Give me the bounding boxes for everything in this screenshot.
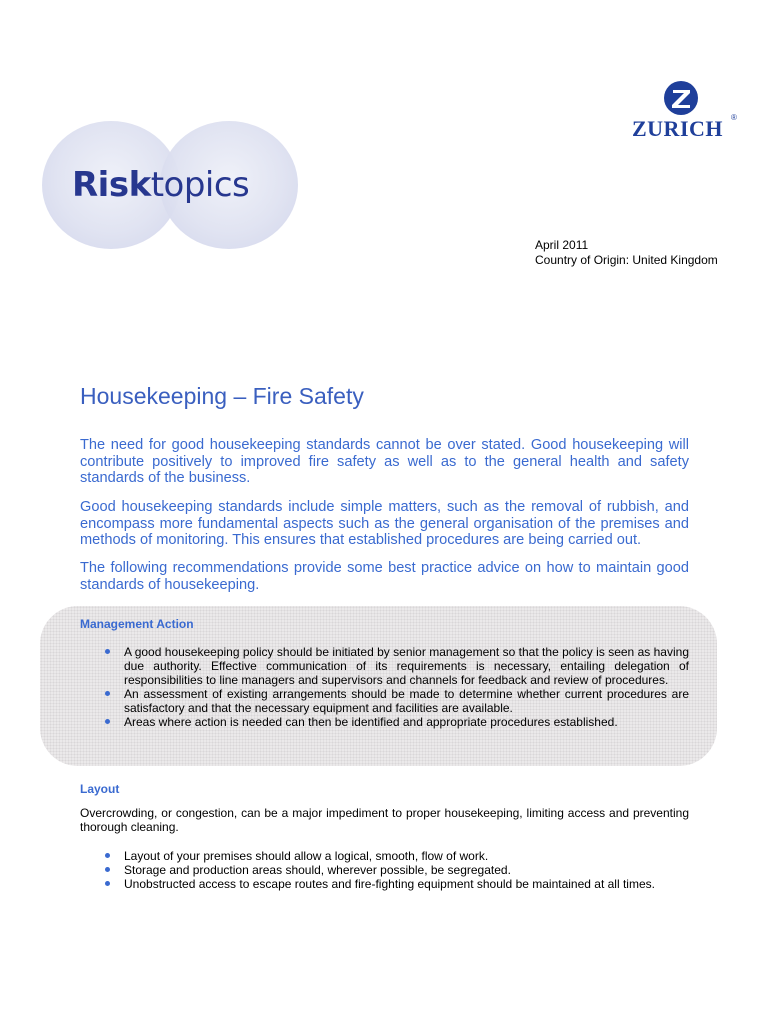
management-action-list xyxy=(105,645,689,729)
document-meta xyxy=(535,238,718,268)
list-item-text: Layout of your premises should allow a logical, smooth, flow of work. xyxy=(124,849,489,863)
bullet-icon xyxy=(105,853,110,858)
list-item-text: Areas where action is needed can then be identified and appropriate procedures established. xyxy=(124,715,618,729)
list-item-text: Storage and production areas should, wherever possible, be segregated. xyxy=(124,863,511,877)
page-title: Housekeeping – Fire Safety xyxy=(80,383,364,409)
risktopics-logo xyxy=(72,165,249,205)
layout-paragraph: Overcrowding, or congestion, can be a major impediment to proper housekeeping, limiting access and preventing thorough cleaning. xyxy=(80,806,689,834)
list-item xyxy=(105,863,689,877)
list-item xyxy=(105,645,689,687)
bullet-icon xyxy=(105,867,110,872)
list-item xyxy=(105,687,689,715)
zurich-emblem-icon xyxy=(664,81,698,115)
logo-bold-text: Risk xyxy=(72,165,151,205)
intro-paragraph-2: Good housekeeping standards include simple matters, such as the removal of rubbish, and encompass more fundamental aspects such as the general organisation of the premises and methods of monitoring. This ensures that established procedures are being carried out. xyxy=(80,499,689,548)
list-item-text: Unobstructed access to escape routes and fire-fighting equipment should be maintained at all times. xyxy=(124,877,655,891)
list-item-text: An assessment of existing arrangements should be made to determine whether current procedures are satisfactory and that the necessary equipment and facilities are available. xyxy=(124,687,689,715)
country-of-origin: Country of Origin: United Kingdom xyxy=(535,253,718,267)
bullet-icon xyxy=(105,719,110,724)
list-item xyxy=(105,849,689,863)
bullet-icon xyxy=(105,691,110,696)
brand-name: ZURICH xyxy=(632,116,724,141)
list-item xyxy=(105,877,689,891)
list-item-text: A good housekeeping policy should be initiated by senior management so that the policy is seen as having due authority. Effective communication of its requirements is necessary, entailing delegation of responsibilities to line managers and supervisors and channels for feedback and review of procedures. xyxy=(124,645,689,687)
layout-heading: Layout xyxy=(80,782,120,796)
bullet-icon xyxy=(105,881,110,886)
layout-list xyxy=(105,849,689,891)
intro-paragraph-3: The following recommendations provide some best practice advice on how to maintain good standards of housekeeping. xyxy=(80,560,689,593)
management-action-heading: Management Action xyxy=(80,617,194,631)
logo-light-text: topics xyxy=(150,165,250,205)
registered-mark: ® xyxy=(731,113,737,122)
publish-date: April 2011 xyxy=(535,238,589,252)
bullet-icon xyxy=(105,649,110,654)
list-item xyxy=(105,715,689,729)
intro-paragraph-1: The need for good housekeeping standards cannot be over stated. Good housekeeping will contribute positively to improved fire safety as well as to the general health and safety standards of the business. xyxy=(80,437,689,486)
